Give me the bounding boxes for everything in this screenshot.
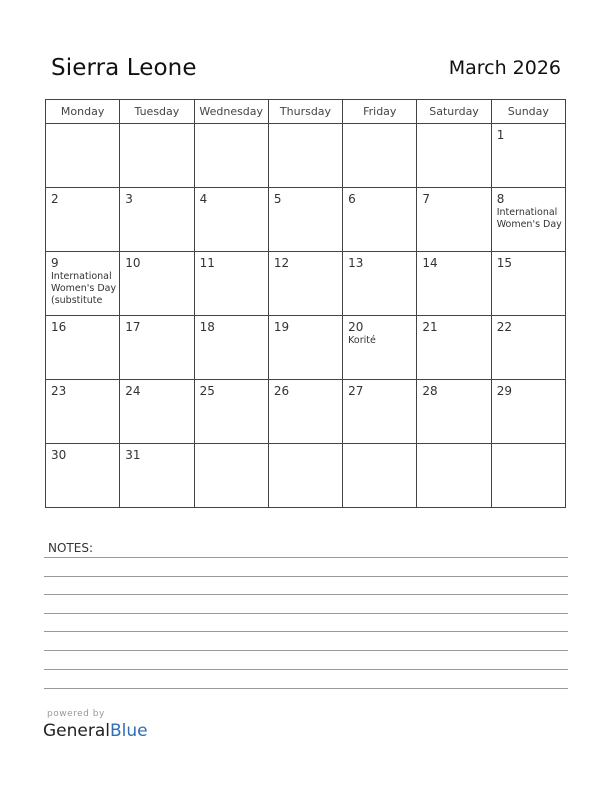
- calendar-body: [46, 124, 566, 508]
- day-cell: [343, 188, 417, 252]
- weekday-header: Thursday: [268, 100, 342, 124]
- day-cell: [120, 316, 194, 380]
- note-line: [44, 650, 568, 651]
- month-title: March 2026: [448, 57, 561, 79]
- day-number: 22: [496, 320, 512, 334]
- day-cell: [343, 444, 417, 508]
- weekday-header: Tuesday: [120, 100, 194, 124]
- holiday-label: International Women's Day (substitute: [51, 271, 117, 306]
- note-line: [44, 669, 568, 670]
- day-cell: [343, 124, 417, 188]
- day-number: 29: [496, 384, 512, 398]
- day-cell: [268, 124, 342, 188]
- day-number: 25: [199, 384, 215, 398]
- day-cell: [343, 252, 417, 316]
- day-cell: [46, 316, 120, 380]
- week-row: [46, 316, 566, 380]
- day-cell: [417, 124, 491, 188]
- day-cell: [46, 252, 120, 316]
- day-cell: [491, 124, 565, 188]
- day-cell: [417, 444, 491, 508]
- day-number: 3: [125, 192, 133, 206]
- day-number: 24: [125, 384, 141, 398]
- day-number: 17: [125, 320, 141, 334]
- day-cell: [194, 444, 268, 508]
- day-cell: [194, 124, 268, 188]
- day-cell: [417, 188, 491, 252]
- day-cell: [417, 380, 491, 444]
- brand-logo: [43, 721, 148, 741]
- day-cell: [46, 380, 120, 444]
- day-cell: [120, 188, 194, 252]
- holiday-label: Korité: [348, 335, 376, 346]
- day-number: 5: [273, 192, 282, 206]
- week-row: [46, 188, 566, 252]
- day-number: 9: [51, 256, 59, 270]
- brand-blue: Blue: [110, 721, 148, 741]
- day-cell: [268, 188, 342, 252]
- powered-by-text: powered by: [47, 709, 105, 719]
- day-cell: [268, 252, 342, 316]
- day-number: 30: [51, 448, 67, 462]
- day-cell: [194, 316, 268, 380]
- note-line: [44, 613, 568, 614]
- calendar-grid: [45, 99, 566, 508]
- week-row: [46, 380, 566, 444]
- day-cell: [46, 124, 120, 188]
- week-row: [46, 252, 566, 316]
- notes-label: NOTES:: [48, 541, 93, 555]
- week-row: [46, 444, 566, 508]
- day-cell: [194, 252, 268, 316]
- day-cell: [268, 380, 342, 444]
- day-number: 8: [496, 192, 505, 206]
- note-line: [44, 631, 568, 632]
- day-number: 19: [273, 320, 290, 334]
- day-cell: [491, 444, 565, 508]
- day-number: 18: [199, 320, 215, 334]
- note-line: [44, 594, 568, 595]
- day-cell: [120, 252, 194, 316]
- day-number: 21: [422, 320, 438, 334]
- note-line: [44, 557, 568, 558]
- day-number: 27: [348, 384, 364, 398]
- day-number: 31: [125, 448, 141, 462]
- day-cell: [491, 188, 565, 252]
- day-cell: [491, 380, 565, 444]
- day-cell: [491, 316, 565, 380]
- day-number: 7: [422, 192, 431, 206]
- day-cell: [417, 252, 491, 316]
- day-number: 14: [422, 256, 438, 270]
- day-cell: [491, 252, 565, 316]
- weekday-header: Wednesday: [194, 100, 268, 124]
- day-number: 13: [348, 256, 364, 270]
- weekday-header: Sunday: [491, 100, 565, 124]
- brand-general: General: [43, 721, 110, 741]
- day-cell: [120, 124, 194, 188]
- day-cell: [194, 188, 268, 252]
- day-cell: [46, 444, 120, 508]
- day-number: 20: [348, 320, 364, 334]
- day-number: 10: [125, 256, 141, 270]
- day-number: 16: [51, 320, 67, 334]
- day-cell: [268, 444, 342, 508]
- day-cell: [268, 316, 342, 380]
- weekday-header-row: [46, 100, 566, 124]
- day-cell: [120, 380, 194, 444]
- day-cell: [417, 316, 491, 380]
- day-number: 12: [273, 256, 290, 270]
- day-cell: [343, 380, 417, 444]
- day-cell: [46, 188, 120, 252]
- day-number: 11: [199, 256, 215, 270]
- day-number: 26: [273, 384, 290, 398]
- weekday-header: Monday: [46, 100, 120, 124]
- week-row: [46, 124, 566, 188]
- note-line: [44, 576, 568, 577]
- day-cell: [194, 380, 268, 444]
- day-number: 28: [422, 384, 438, 398]
- country-title: Sierra Leone: [51, 55, 197, 81]
- note-line: [44, 688, 568, 689]
- day-number: 2: [51, 192, 59, 206]
- holiday-label: International Women's Day: [496, 207, 562, 230]
- day-number: 6: [348, 192, 356, 206]
- day-cell: [343, 316, 417, 380]
- day-number: 4: [199, 192, 208, 206]
- day-number: 15: [496, 256, 512, 270]
- day-number: 1: [496, 128, 505, 142]
- day-cell: [120, 444, 194, 508]
- weekday-header: Saturday: [417, 100, 491, 124]
- weekday-header: Friday: [343, 100, 417, 124]
- day-number: 23: [51, 384, 67, 398]
